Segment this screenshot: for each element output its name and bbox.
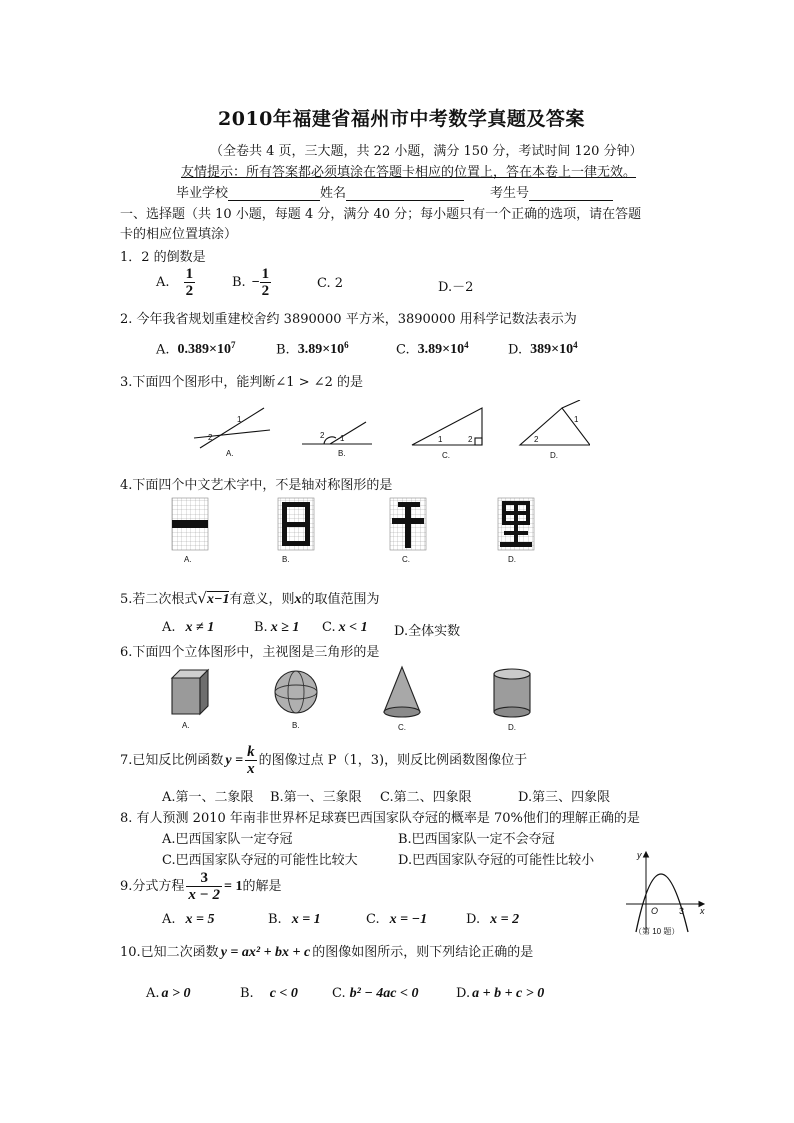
q5-option-d: D.全体实数 bbox=[394, 624, 461, 639]
q5-stem: 5.若二次根式√x−1有意义，则x的取值范围为 bbox=[120, 589, 380, 607]
q9-fraction: $\frac{3}{x - 2}$ bbox=[188, 870, 220, 903]
q1-option-b: B. − $\frac{1}{2}$ bbox=[232, 266, 270, 299]
q8-stem: 8. 有人预测 2010 年南非世界杯足球赛巴西国家队夺冠的概率是 70%他们的理解正确的是 bbox=[120, 811, 640, 826]
q3-c-n1: 1 bbox=[438, 435, 443, 444]
name-label: 姓名 bbox=[320, 186, 347, 201]
school-label: 毕业学校 bbox=[176, 186, 229, 201]
q10-x-label: x bbox=[700, 906, 705, 916]
q10-option-d: D. a + b + c > 0 bbox=[456, 986, 545, 1001]
q6-label-c: C. bbox=[398, 723, 406, 732]
q7-fraction: $\frac{k}{x}$ bbox=[247, 744, 255, 777]
q6-label-d: D. bbox=[508, 723, 516, 732]
q5-option-a: A. x ≠ 1 bbox=[162, 620, 215, 635]
q10-parabola bbox=[636, 874, 688, 932]
q3-figures bbox=[190, 400, 590, 462]
q7-stem: 7.已知反比例函数 y = $\frac{k}{x}$ 的图像过点 P（1，3)，则反比例函数图像位于 bbox=[120, 744, 528, 777]
q4-stem: 4.下面四个中文艺术字中，不是轴对称图形的是 bbox=[120, 478, 393, 493]
q10-caption: （第 10 题） bbox=[634, 927, 680, 936]
q10-option-c: C. b² − 4ac < 0 bbox=[332, 986, 419, 1001]
exam-no-label: 考生号 bbox=[490, 186, 530, 201]
friendly-tip: 友情提示：所有答案都必须填涂在答题卡相应的位置上，答在本卷上一律无效。 bbox=[181, 165, 637, 180]
q3-a-n2: 2 bbox=[208, 433, 213, 442]
exam-info: （全卷共 4 页，三大题，共 22 小题，满分 150 分，考试时间 120 分钟） bbox=[210, 144, 643, 159]
q4-a-char bbox=[172, 520, 208, 528]
q4-label-a: A. bbox=[184, 555, 192, 564]
q10-y-label: y bbox=[637, 850, 642, 860]
q3-c-n2: 2 bbox=[468, 435, 473, 444]
q10-option-b: B. c < 0 bbox=[240, 986, 298, 1001]
q3-a-line1 bbox=[194, 430, 270, 438]
q4-label-d: D. bbox=[508, 555, 516, 564]
q10-parabola-figure bbox=[622, 846, 708, 938]
q3-label-b: B. bbox=[338, 449, 346, 458]
q6-label-b: B. bbox=[292, 721, 300, 730]
q3-b-n2: 2 bbox=[320, 431, 325, 440]
section-heading: 一、选择题（共 10 小题，每题 4 分，满分 40 分；每小题只有一个正确的选项，请在答题 bbox=[120, 207, 642, 222]
q10-origin: O bbox=[651, 906, 659, 916]
q4-label-b: B. bbox=[282, 555, 290, 564]
q8-option-a: A.巴西国家队一定夺冠 bbox=[162, 832, 293, 847]
q3-label-d: D. bbox=[550, 451, 558, 460]
q2-option-c: C. $3.89\times 10^4$ bbox=[396, 340, 469, 358]
q9-option-c: C. x = −1 bbox=[366, 912, 428, 927]
q1-fraction-b: $\frac{1}{2}$ bbox=[261, 266, 270, 299]
q5-option-b: B. x ≥ 1 bbox=[254, 620, 300, 635]
q10-stem: 10.已知二次函数 y = ax² + bx + c 的图像如图所示，则下列结论正确的是 bbox=[120, 945, 534, 960]
q1-stem: 1．2 的倒数是 bbox=[120, 250, 206, 265]
q3-d-triangle bbox=[520, 408, 590, 445]
q2-stem: 2. 今年我省规划重建校舍约 3890000 平方米，3890000 用科学记数法表示为 bbox=[120, 312, 577, 327]
q1-option-a: A. $\frac{1}{2}$ bbox=[156, 266, 194, 299]
q9-option-d: D. x = 2 bbox=[466, 912, 520, 927]
q1-option-c: C. 2 bbox=[317, 276, 344, 291]
q6-d-cylinder bbox=[494, 669, 530, 717]
q8-option-c: C.巴西国家队夺冠的可能性比较大 bbox=[162, 853, 358, 868]
page-title: 2010年福建省福州市中考数学真题及答案 bbox=[218, 108, 585, 130]
q9-option-b: B. x = 1 bbox=[268, 912, 321, 927]
q3-b-n1: 1 bbox=[340, 434, 345, 443]
q3-a-n1: 1 bbox=[237, 415, 242, 424]
q3-label-c: C. bbox=[442, 451, 450, 460]
q3-a-line2 bbox=[200, 408, 264, 448]
q7-option-b: B.第一、三象限 bbox=[270, 790, 362, 805]
q3-b-line2 bbox=[330, 422, 366, 444]
q6-stem: 6.下面四个立体图形中，主视图是三角形的是 bbox=[120, 645, 380, 660]
q10-root-3: 3 bbox=[679, 906, 685, 916]
name-field[interactable] bbox=[346, 200, 464, 201]
q5-radicand: x−1 bbox=[206, 592, 230, 607]
q5-option-c: C. x < 1 bbox=[322, 620, 368, 635]
q1-option-d: D.－2 bbox=[438, 280, 474, 295]
exam-no-field[interactable] bbox=[529, 200, 613, 201]
q6-label-a: A. bbox=[182, 721, 190, 730]
q3-d-n1: 1 bbox=[574, 415, 579, 424]
q7-option-a: A.第一、二象限 bbox=[162, 790, 254, 805]
q4-label-c: C. bbox=[402, 555, 410, 564]
q3-label-a: A. bbox=[226, 449, 234, 458]
q6-b-sphere bbox=[275, 671, 317, 713]
q2-option-a: A. $0.389\times 10^7$ bbox=[156, 340, 236, 358]
q6-c-cone bbox=[384, 667, 420, 717]
q1-fraction: $\frac{1}{2}$ bbox=[185, 266, 194, 299]
q10-option-a: A. a > 0 bbox=[146, 986, 191, 1001]
q3-d-n2: 2 bbox=[534, 435, 539, 444]
q8-option-d: D.巴西国家队夺冠的可能性比较小 bbox=[398, 853, 595, 868]
q7-option-d: D.第三、四象限 bbox=[518, 790, 611, 805]
school-field[interactable] bbox=[228, 200, 320, 201]
q9-stem: 9.分式方程 $\frac{3}{x - 2}$ = 1的解是 bbox=[120, 870, 282, 903]
q2-option-b: B. $3.89\times 10^6$ bbox=[276, 340, 349, 358]
q9-option-a: A. x = 5 bbox=[162, 912, 215, 927]
q6-figures bbox=[164, 664, 544, 734]
q4-figures bbox=[168, 496, 548, 568]
student-info-row bbox=[176, 182, 613, 201]
section-heading-cont: 卡的相应位置填涂） bbox=[120, 227, 238, 242]
q2-option-d: D. $389\times 10^4$ bbox=[508, 340, 578, 358]
q6-a-cube bbox=[172, 670, 208, 714]
q8-option-b: B.巴西国家队一定不会夺冠 bbox=[398, 832, 555, 847]
q3-stem: 3.下面四个图形中，能判断∠1 > ∠2 的是 bbox=[120, 375, 364, 390]
q7-option-c: C.第二、四象限 bbox=[380, 790, 472, 805]
